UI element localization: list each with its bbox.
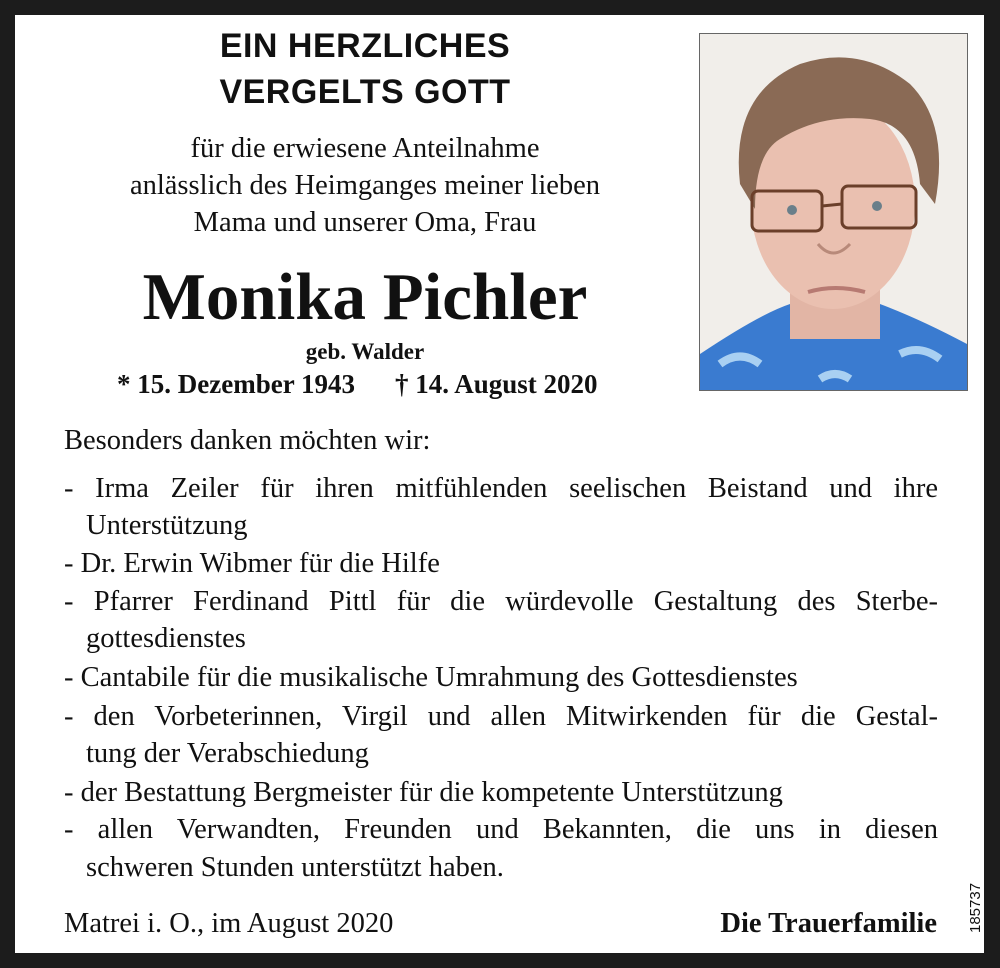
thanks-item-1-line-1: - Irma Zeiler für ihren mitfühlenden seelischen Beistand und ihre [64,473,938,504]
portrait-photo [699,33,968,391]
deceased-name: Monika Pichler [142,260,588,334]
thanks-item-3-line-2: gottesdienstes [86,623,246,654]
intro-line-2: anlässlich des Heimganges meiner lieben [129,170,601,201]
thanks-item-5-line-1: - den Vorbeterinnen, Virgil und allen Mitwirkenden für die Gestal- [64,701,938,732]
thanks-item-6: - der Bestattung Bergmeister für die kompetente Unterstützung [64,777,783,808]
thanks-item-1-line-2: Unterstützung [86,510,248,541]
obituary-notice [15,15,984,953]
signature: Die Trauerfamilie [720,908,937,939]
thanks-item-7-line-2: schweren Stunden unterstützt haben. [86,852,504,883]
intro-line-3: Mama und unserer Oma, Frau [193,207,537,238]
death-date: † 14. August 2020 [395,369,598,399]
thanks-item-3-line-1: - Pfarrer Ferdinand Pittl für die würdevolle Gestaltung des Sterbe- [64,586,938,617]
thanks-item-2: - Dr. Erwin Wibmer für die Hilfe [64,548,440,579]
thanks-item-7-line-1: - allen Verwandten, Freunden und Bekannten, die uns in diesen [64,814,938,845]
thanks-item-4: - Cantabile für die musikalische Umrahmung des Gottesdienstes [64,662,798,693]
birth-date: * 15. Dezember 1943 [117,369,355,399]
heading-line-2: VERGELTS GOTT [219,73,511,111]
heading-line-1: EIN HERZLICHES [219,27,511,65]
place-date: Matrei i. O., im August 2020 [64,908,394,939]
thanks-item-5-line-2: tung der Verabschiedung [86,738,369,769]
intro-line-1: für die erwiesene Anteilnahme [190,133,540,164]
birth-name: geb. Walder [305,339,425,364]
ad-code: 185737 [967,882,984,933]
thanks-intro: Besonders danken möchten wir: [64,425,431,456]
